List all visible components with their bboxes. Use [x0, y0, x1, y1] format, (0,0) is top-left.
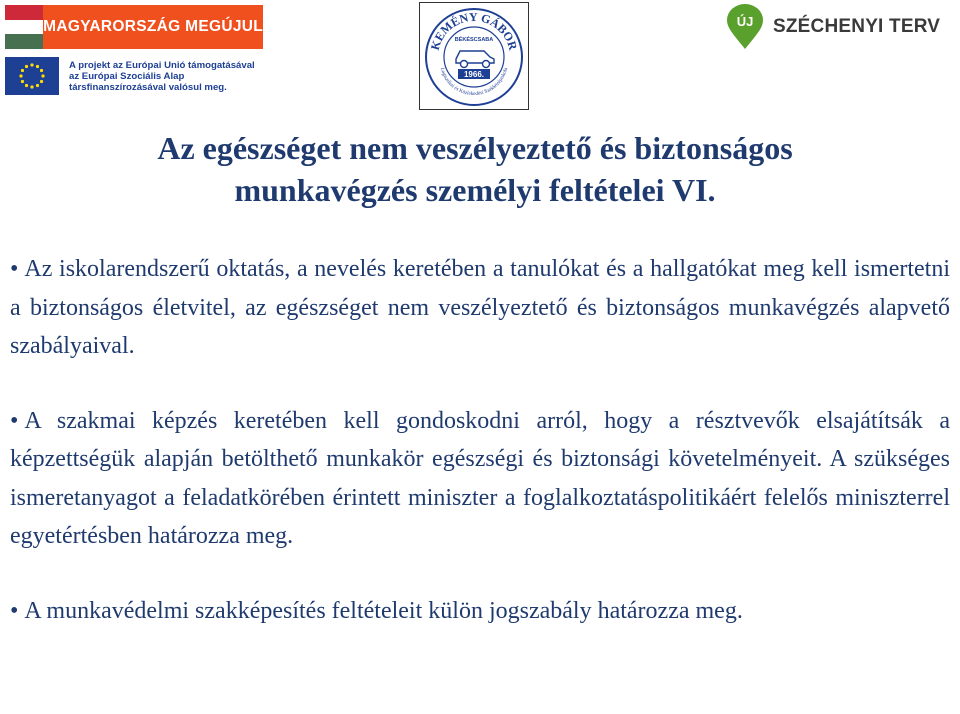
bullet-list: [10, 250, 950, 630]
eu-star-icon: [30, 85, 33, 88]
magyarorszag-megujul-text: MAGYARORSZÁG MEGÚJUL: [43, 18, 263, 35]
eu-star-icon: [40, 80, 43, 83]
title-line-1: Az egészséget nem veszélyeztető és biztonságos: [157, 130, 793, 166]
bullet-dot-icon: •: [10, 597, 19, 624]
school-seal-icon: [420, 3, 528, 109]
uj-szechenyi-terv-logo: [723, 4, 957, 50]
bullet-text: A munkavédelmi szakképesítés feltételeit külön jogszabály határozza meg.: [24, 597, 743, 624]
bullet-item: [10, 250, 950, 366]
page-title: [60, 127, 890, 211]
eu-star-icon: [30, 63, 33, 66]
eu-star-icon: [21, 80, 24, 83]
eu-star-icon: [36, 65, 39, 68]
eu-star-icon: [25, 84, 28, 87]
map-pin-icon: [723, 4, 767, 50]
bullet-text: Az iskolarendszerű oktatás, a nevelés keretében a tanulókat és a hallgatókat meg kell ismertetni a biztonságos életvitel, az egészséget nem veszélyeztető és biztonságos munkavégzés alapvető szabályaival.: [10, 256, 950, 359]
magyarorszag-megujul-logo: [5, 5, 263, 49]
bullet-text: A szakmai képzés keretében kell gondoskodni arról, hogy a résztvevők elsajátítsák a képzettségük alapján betölthető munkakör egészségi és biztonsági követelményeit. A szükséges ismeretanyagot a feladatkörében érintett miniszter a foglalkoztatáspolitikáért felelős miniszterrel egyetértésben határozza meg.: [10, 407, 950, 549]
pin-text: ÚJ: [736, 14, 754, 29]
eu-star-icon: [19, 74, 22, 77]
eu-flag-icon: [5, 57, 59, 95]
seal-city: BÉKÉSCSABA: [454, 37, 494, 43]
eu-support-line: az Európai Szociális Alap: [69, 70, 185, 82]
eu-star-icon: [40, 69, 43, 72]
bullet-dot-icon: •: [10, 407, 19, 434]
title-line-2: munkavégzés személyi feltételei VI.: [234, 172, 716, 208]
eu-support-line: társfinanszírozásával valósul meg.: [69, 81, 227, 93]
svg-text:KEMÉNY GÁBOR: [428, 10, 521, 52]
bullet-item: [10, 402, 950, 556]
eu-support-text: [69, 60, 255, 93]
school-seal-logo: [419, 2, 529, 110]
seal-bottom-text: Logisztikai és Közlekedési Szakközépiskola: [438, 67, 510, 98]
car-icon: [456, 51, 494, 68]
hungarian-flag-icon: [5, 5, 43, 49]
seal-top-text: KEMÉNY GÁBOR: [427, 9, 521, 52]
eu-star-icon: [21, 69, 24, 72]
eu-support-logo: [5, 56, 265, 96]
seal-year: 1966.: [463, 70, 485, 79]
bullet-item: [10, 592, 950, 631]
szechenyi-terv-text: SZÉCHENYI TERV: [773, 16, 941, 37]
eu-star-icon: [25, 65, 28, 68]
eu-support-line: A projekt az Európai Unió támogatásával: [69, 59, 255, 71]
eu-star-icon: [41, 74, 44, 77]
eu-star-icon: [36, 84, 39, 87]
bullet-dot-icon: •: [10, 256, 19, 282]
